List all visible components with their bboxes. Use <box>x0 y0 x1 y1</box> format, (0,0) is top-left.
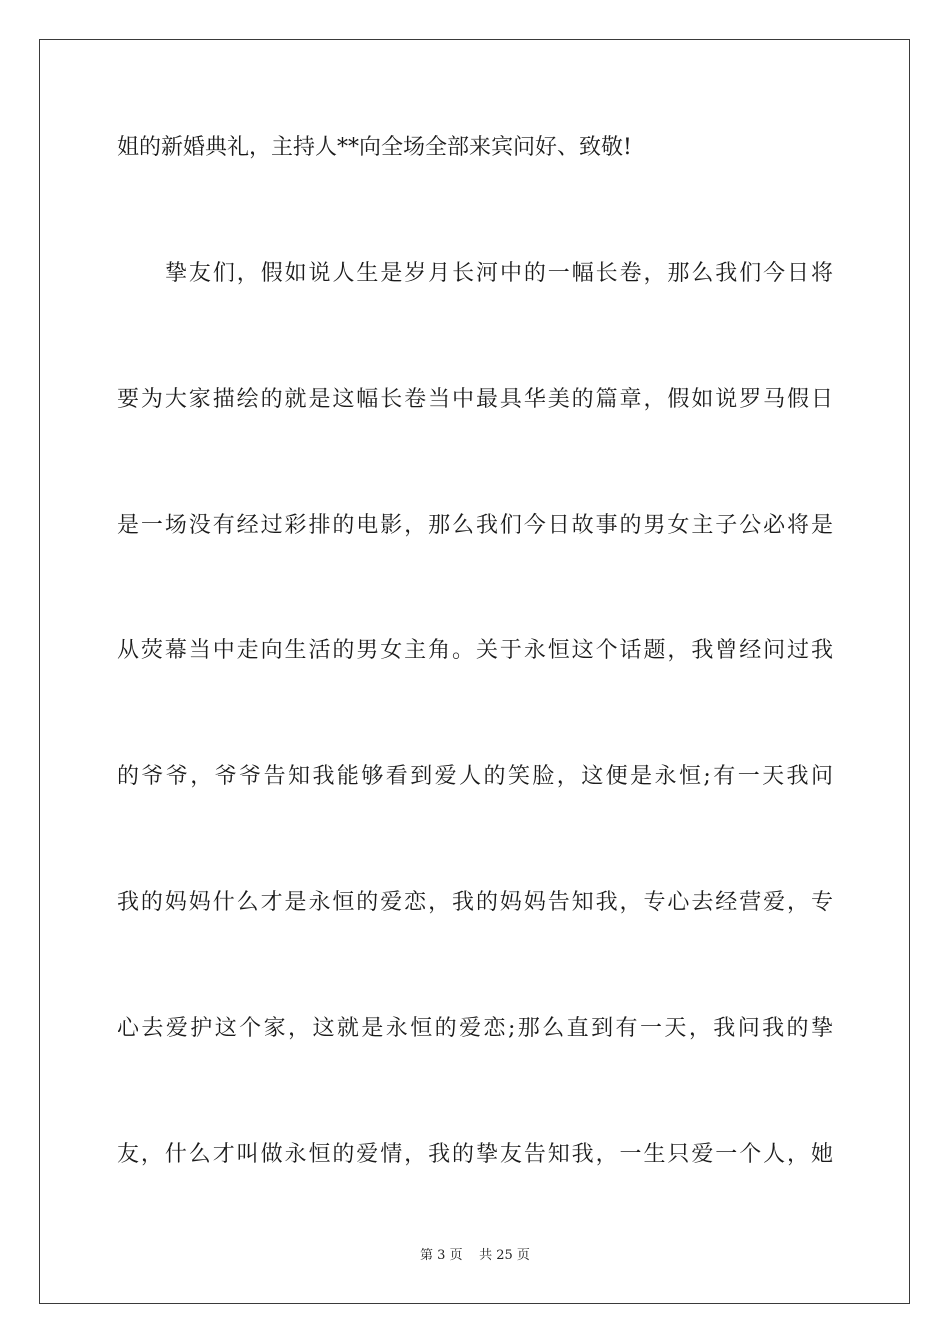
page-footer <box>0 1244 950 1263</box>
paragraph-line-5: 从荧幕当中走向生活的男女主角。关于永恒这个话题，我曾经问过我 <box>117 638 833 663</box>
paragraph-line-9: 友，什么才叫做永恒的爱情，我的挚友告知我，一生只爱一个人，她 <box>117 1142 833 1167</box>
paragraph-line-7: 我的妈妈什么才是永恒的爱恋，我的妈妈告知我，专心去经营爱，专 <box>117 890 833 915</box>
page-number: 第 3 页 <box>420 1248 463 1263</box>
page-total: 共 25 页 <box>479 1248 530 1263</box>
paragraph-line-3: 要为大家描绘的就是这幅长卷当中最具华美的篇章，假如说罗马假日 <box>117 387 833 412</box>
paragraph-line-6: 的爷爷，爷爷告知我能够看到爱人的笑脸，这便是永恒;有一天我问 <box>117 764 833 789</box>
paragraph-line-1: 姐的新婚典礼，主持人**向全场全部来宾问好、致敬! <box>117 135 632 160</box>
page-border <box>39 39 910 1304</box>
paragraph-line-8: 心去爱护这个家，这就是永恒的爱恋;那么直到有一天，我问我的挚 <box>117 1016 833 1041</box>
paragraph-line-2: 挚友们，假如说人生是岁月长河中的一幅长卷，那么我们今日将 <box>165 261 833 286</box>
paragraph-line-4: 是一场没有经过彩排的电影，那么我们今日故事的男女主子公必将是 <box>117 513 833 538</box>
